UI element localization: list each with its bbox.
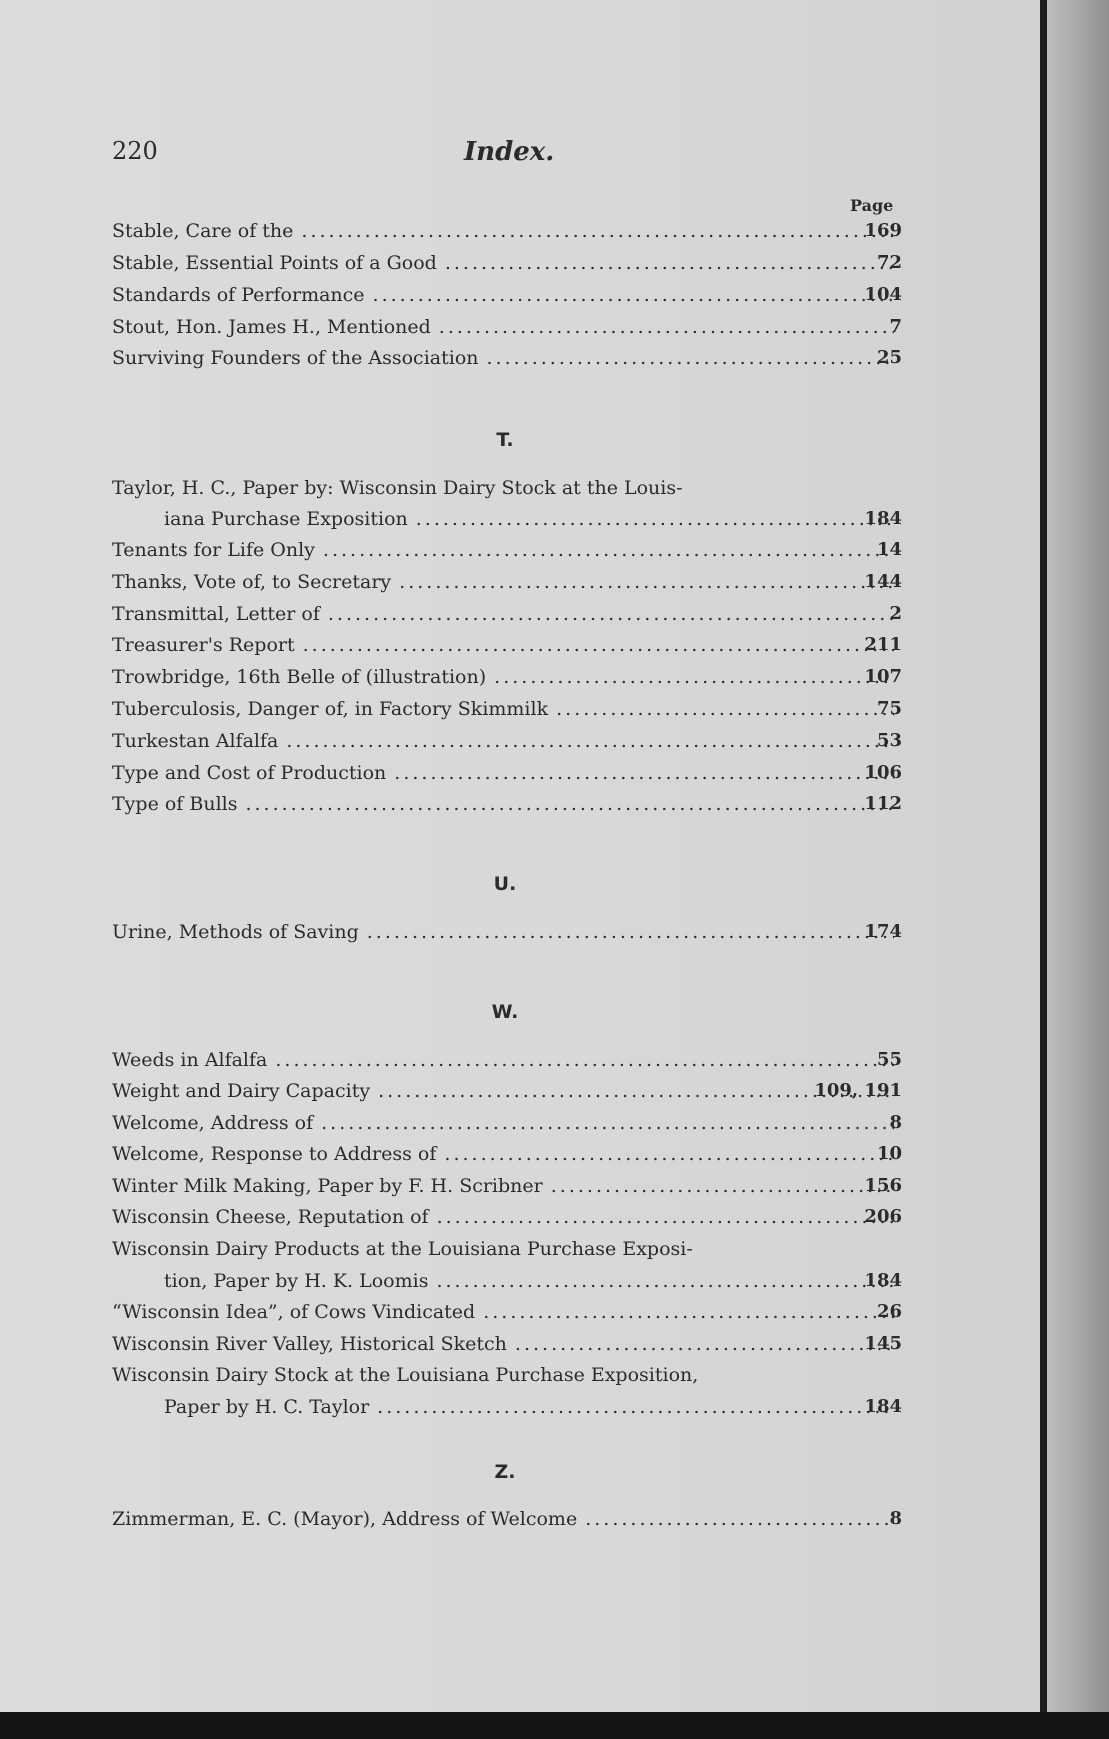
entry-label: Urine, Methods of Saving: [112, 921, 359, 943]
section-letter: U.: [493, 873, 517, 895]
leader-dots: [487, 347, 895, 369]
entry-page: 144: [864, 571, 902, 592]
entry-label: Tenants for Life Only: [112, 539, 315, 561]
index-entry: [112, 1508, 902, 1538]
index-entry: [112, 1112, 902, 1142]
index-entry: [112, 762, 902, 792]
index-entry: [112, 1143, 902, 1173]
entry-label: Stable, Care of the: [112, 220, 294, 242]
entry-label: Wisconsin Dairy Stock at the Louisiana Purchase Exposition,: [112, 1364, 699, 1386]
entry-page: 26: [876, 1301, 902, 1322]
index-entry: [112, 1049, 902, 1079]
leader-dots: [551, 1175, 894, 1197]
leader-dots: [483, 1301, 894, 1323]
index-entry: [112, 1175, 902, 1205]
entry-label: Wisconsin River Valley, Historical Sketch: [112, 1333, 507, 1355]
entry-label: Type and Cost of Production: [112, 762, 387, 784]
index-entry: [112, 347, 902, 377]
index-entry: [112, 666, 902, 696]
entry-label: Transmittal, Letter of: [112, 603, 320, 625]
entry-page: 8: [889, 1508, 902, 1529]
index-entry: [112, 220, 902, 250]
index-entry: [112, 793, 902, 823]
entry-page: 25: [876, 347, 902, 368]
index-entry: [112, 252, 902, 282]
index-entry: [112, 698, 902, 728]
entry-page: 10: [876, 1143, 902, 1164]
entry-page: 156: [864, 1175, 902, 1196]
entry-page: 106: [864, 762, 902, 783]
index-entry: [112, 1333, 902, 1363]
leader-dots: [301, 220, 894, 242]
entry-label: Wisconsin Dairy Products at the Louisiana Purchase Exposi-: [112, 1238, 693, 1260]
leader-dots: [245, 793, 894, 815]
entry-page: 184: [864, 508, 902, 529]
running-header: [112, 137, 912, 173]
entry-page: 14: [876, 539, 902, 560]
leader-dots: [367, 921, 894, 943]
entry-page: 184: [864, 1270, 902, 1291]
leader-dots: [303, 634, 894, 656]
section-letter: W.: [491, 1001, 519, 1023]
entry-label: Taylor, H. C., Paper by: Wisconsin Dairy Stock at the Louis-: [112, 477, 683, 499]
index-entry: [112, 284, 902, 314]
index-entry: [112, 1080, 902, 1110]
leader-dots: [323, 539, 894, 561]
entry-label: Trowbridge, 16th Belle of (illustration): [112, 666, 487, 688]
entry-page: 211: [864, 634, 902, 655]
leader-dots: [585, 1508, 894, 1530]
index-entry: [164, 1270, 902, 1300]
entry-label: Wisconsin Cheese, Reputation of: [112, 1206, 429, 1228]
index-entry: [112, 634, 902, 664]
entry-page: 8: [889, 1112, 902, 1133]
entry-label: Stout, Hon. James H., Mentioned: [112, 316, 431, 338]
leader-dots: [286, 730, 894, 752]
index-entry: [112, 1206, 902, 1236]
leader-dots: [494, 666, 894, 688]
index-entry: [112, 571, 902, 601]
entry-label-continued: iana Purchase Exposition: [164, 508, 408, 530]
leader-dots: [399, 571, 894, 593]
entry-page: 112: [864, 793, 902, 814]
page-edge: [1047, 0, 1109, 1739]
leader-dots: [321, 1112, 894, 1134]
entry-page: 75: [876, 698, 902, 719]
book-spine-shadow: [1040, 0, 1047, 1720]
index-entry: [164, 1396, 902, 1426]
entry-page: 53: [876, 730, 902, 751]
entry-page: 7: [889, 316, 902, 337]
entry-label: Winter Milk Making, Paper by F. H. Scribner: [112, 1175, 543, 1197]
entry-page: 104: [864, 284, 902, 305]
entry-label-continued: Paper by H. C. Taylor: [164, 1396, 370, 1418]
entry-label: Standards of Performance: [112, 284, 365, 306]
page-title: Index.: [464, 137, 555, 167]
index-entry: [112, 539, 902, 569]
leader-dots: [275, 1049, 894, 1071]
entry-page: 2: [889, 603, 902, 624]
index-entry: [112, 316, 902, 346]
entry-page: 109, 191: [814, 1080, 902, 1101]
leader-dots: [444, 1143, 894, 1165]
page-column-label: Page: [850, 196, 894, 215]
leader-dots: [515, 1333, 894, 1355]
entry-page: 206: [864, 1206, 902, 1227]
entry-label: “Wisconsin Idea”, of Cows Vindicated: [112, 1301, 476, 1323]
entry-label: Zimmerman, E. C. (Mayor), Address of Welcome: [112, 1508, 578, 1530]
scan-bottom-border: [0, 1712, 1109, 1739]
section-letter: T.: [496, 429, 514, 451]
leader-dots: [556, 698, 894, 720]
index-entry: [112, 730, 902, 760]
entry-label-continued: tion, Paper by H. K. Loomis: [164, 1270, 429, 1292]
index-entry: [164, 508, 902, 538]
section-letter: Z.: [494, 1461, 516, 1483]
leader-dots: [439, 316, 894, 338]
leader-dots: [416, 508, 894, 530]
entry-page: 107: [864, 666, 902, 687]
entry-label: Surviving Founders of the Association: [112, 347, 479, 369]
leader-dots: [373, 284, 894, 306]
index-entry: [112, 921, 902, 951]
entry-page: 184: [864, 1396, 902, 1417]
leader-dots: [436, 1270, 894, 1292]
entry-label: Weeds in Alfalfa: [112, 1049, 268, 1071]
leader-dots: [445, 252, 894, 274]
entry-label: Type of Bulls: [112, 793, 238, 815]
entry-label: Tuberculosis, Danger of, in Factory Skimmilk: [112, 698, 549, 720]
entry-page: 55: [876, 1049, 902, 1070]
leader-dots: [377, 1396, 894, 1418]
leader-dots: [328, 603, 894, 625]
entry-label: Welcome, Address of: [112, 1112, 314, 1134]
index-entry: [112, 1301, 902, 1331]
entry-label: Treasurer's Report: [112, 634, 295, 656]
entry-page: 72: [876, 252, 902, 273]
page-number: 220: [112, 137, 158, 165]
entry-page: 145: [864, 1333, 902, 1354]
entry-page: 174: [864, 921, 902, 942]
entry-label: Weight and Dairy Capacity: [112, 1080, 371, 1102]
entry-label: Welcome, Response to Address of: [112, 1143, 437, 1165]
leader-dots: [394, 762, 894, 784]
entry-label: Turkestan Alfalfa: [112, 730, 279, 752]
index-entry: [112, 603, 902, 633]
entry-label: Stable, Essential Points of a Good: [112, 252, 437, 274]
entry-label: Thanks, Vote of, to Secretary: [112, 571, 392, 593]
entry-page: 169: [864, 220, 902, 241]
leader-dots: [437, 1206, 894, 1228]
